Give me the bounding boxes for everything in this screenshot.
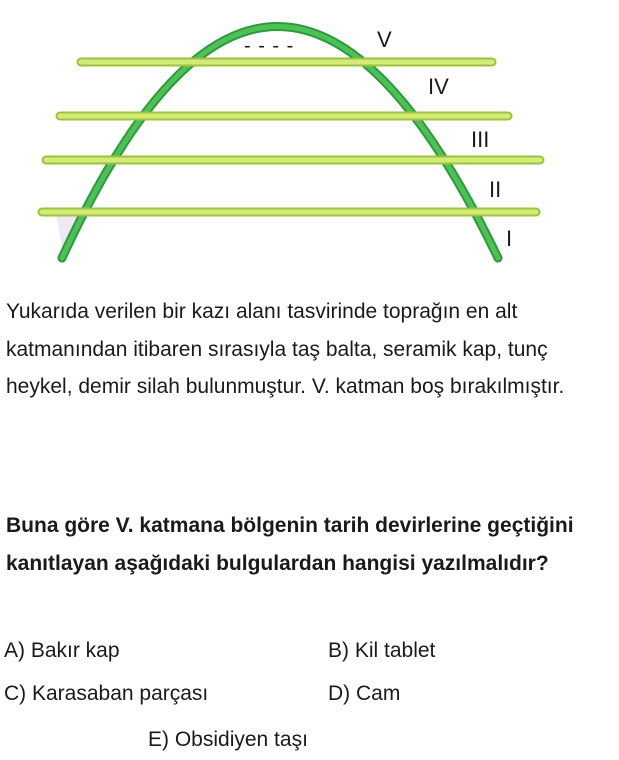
option-b[interactable]: B) Kil tablet xyxy=(328,639,436,662)
option-d[interactable]: D) Cam xyxy=(328,682,401,705)
excavation-layers-diagram xyxy=(0,0,619,280)
empty-layer-dashes: - - - - xyxy=(244,35,295,57)
option-c[interactable]: C) Karasaban parçası xyxy=(4,682,209,705)
layer-label-v: V xyxy=(377,27,392,52)
layer-label-ii: II xyxy=(489,177,502,202)
layer-label-iv: IV xyxy=(428,74,449,99)
option-e[interactable]: E) Obsidiyen taşı xyxy=(148,728,308,751)
question-prompt: Buna göre V. katmana bölgenin tarih devirlerine geçtiğini kanıtlayan aşağıdaki bulgulardan hangisi yazılmalıdır? xyxy=(6,514,574,575)
layer-label-iii: III xyxy=(471,127,490,152)
layer-label-i: I xyxy=(506,226,513,251)
option-a[interactable]: A) Bakır kap xyxy=(4,639,120,662)
question-paragraph: Yukarıda verilen bir kazı alanı tasvirinde toprağın en alt katmanından itibaren sırasıyla taş balta, seramik kap, tunç heykel, demir silah bulunmuştur. V. katman boş bırakılmıştır. xyxy=(6,300,565,398)
